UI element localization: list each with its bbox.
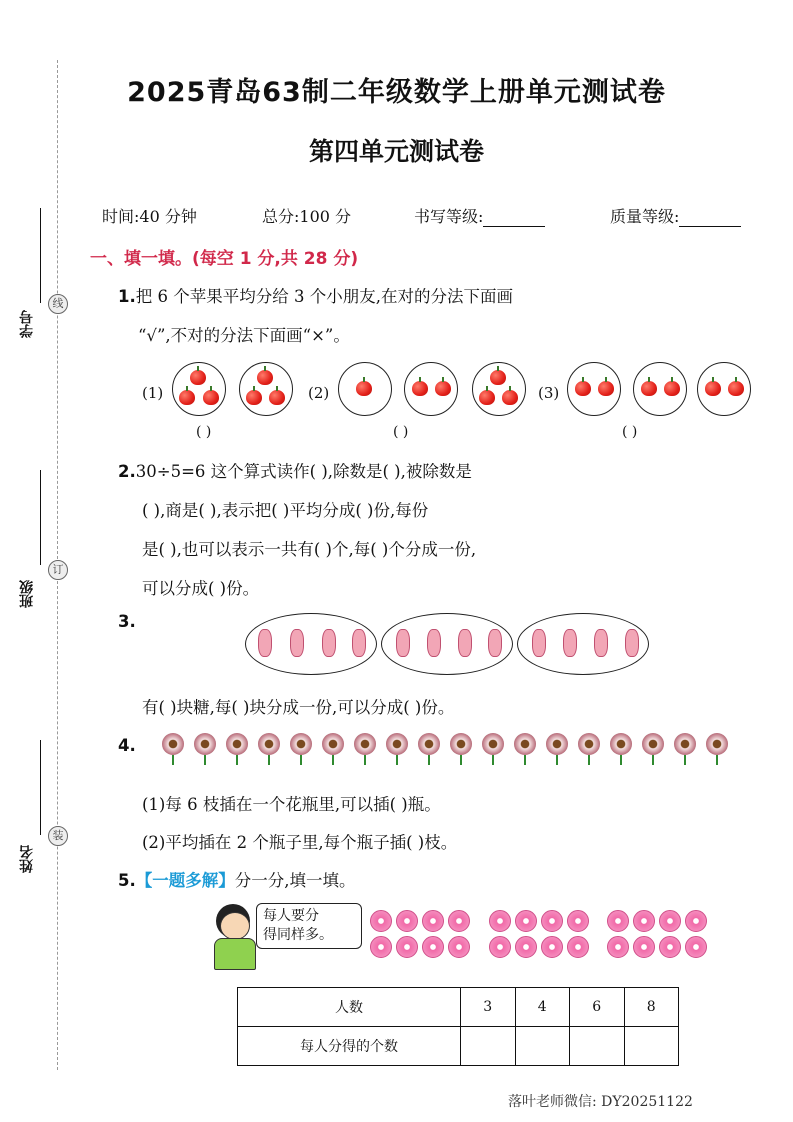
- q3-number-text: 3.: [118, 612, 136, 631]
- q2-line3: 是( ),也可以表示一共有( )个,每( )个分成一份,: [142, 540, 477, 559]
- blossom-icon: [422, 936, 444, 958]
- info-total: 总分:100 分: [262, 207, 352, 226]
- q1-text1: 把 6 个苹果平均分给 3 个小朋友,在对的分法下面画: [135, 287, 513, 306]
- q4-number-text: 4.: [118, 736, 136, 755]
- blossom-icon: [422, 910, 444, 932]
- info-time: 时间:40 分钟: [102, 207, 197, 226]
- apple-icon: [435, 381, 451, 396]
- apple-icon: [598, 381, 614, 396]
- seal-zhuang: 装: [48, 826, 68, 846]
- flower-icon: [418, 733, 440, 755]
- q1-option3-label: (3): [538, 384, 560, 402]
- answer-cell[interactable]: [570, 1027, 625, 1066]
- apple-icon: [575, 381, 591, 396]
- q2-line1: [118, 458, 472, 482]
- stem: [268, 755, 270, 765]
- blossom-icon: [685, 910, 707, 932]
- blossom-icon: [633, 910, 655, 932]
- name-line: [40, 740, 41, 835]
- stem: [652, 755, 654, 765]
- blossom-icon: [489, 936, 511, 958]
- answer-cell[interactable]: [461, 1027, 516, 1066]
- stem: [236, 755, 238, 765]
- row-head-each: 每人分得的个数: [238, 1027, 461, 1066]
- candy-icon: [396, 629, 410, 657]
- writing-label: 书写等级:: [414, 207, 484, 226]
- seal-line: 线: [48, 294, 68, 314]
- class-label: 班级: [19, 580, 35, 608]
- answer-cell[interactable]: [515, 1027, 570, 1066]
- flower-icon: [514, 733, 536, 755]
- bubble-line2: 得同样多。: [263, 927, 333, 943]
- flower-icon: [290, 733, 312, 755]
- blossom-icon: [515, 936, 537, 958]
- seal-ding: 订: [48, 560, 68, 580]
- q4-sub2: (2)平均插在 2 个瓶子里,每个瓶子插( )枝。: [142, 833, 458, 852]
- flower-icon: [674, 733, 696, 755]
- blossom-icon: [567, 936, 589, 958]
- stem: [716, 755, 718, 765]
- table-row: [238, 988, 679, 1027]
- q1-number: 1.: [118, 287, 136, 306]
- apple-icon: [705, 381, 721, 396]
- stem: [172, 755, 174, 765]
- q5-table: [237, 987, 679, 1066]
- stem: [300, 755, 302, 765]
- blossom-icon: [370, 936, 392, 958]
- q4-number: [118, 736, 136, 755]
- q2-text1: 30÷5=6 这个算式读作( ),除数是( ),被除数是: [135, 462, 472, 481]
- page-title: 2025青岛63制二年级数学上册单元测试卷: [127, 77, 666, 108]
- blossom-group-1: [370, 910, 480, 962]
- stem: [460, 755, 462, 765]
- flower-icon: [226, 733, 248, 755]
- q5-text: 分一分,填一填。: [234, 871, 356, 890]
- blossom-icon: [515, 910, 537, 932]
- name-label: 姓名: [19, 845, 35, 873]
- apple-icon: [246, 390, 262, 405]
- info-writing: [414, 204, 545, 227]
- candy-icon: [458, 629, 472, 657]
- table-row: [238, 1027, 679, 1066]
- apple-icon: [664, 381, 680, 396]
- q2-line2: ( ),商是( ),表示把( )平均分成( )份,每份: [142, 501, 429, 520]
- candy-icon: [488, 629, 502, 657]
- bubble-line1: 每人要分: [263, 908, 319, 924]
- apple-icon: [728, 381, 744, 396]
- q1-line2: “√”,不对的分法下面画“×”。: [138, 326, 350, 345]
- flower-icon: [546, 733, 568, 755]
- q1-line1: [118, 283, 513, 307]
- q4-sub1: (1)每 6 枝插在一个花瓶里,可以插( )瓶。: [142, 795, 441, 814]
- blossom-icon: [685, 936, 707, 958]
- boy-illustration: [212, 904, 256, 970]
- flower-icon: [642, 733, 664, 755]
- stem: [556, 755, 558, 765]
- apple-icon: [190, 370, 206, 385]
- blossom-group-2: [489, 910, 599, 962]
- blossom-icon: [396, 936, 418, 958]
- q2-line4: 可以分成( )份。: [142, 579, 260, 598]
- flower-icon: [162, 733, 184, 755]
- stem: [364, 755, 366, 765]
- stem: [396, 755, 398, 765]
- flower-icon: [450, 733, 472, 755]
- flower-icon: [482, 733, 504, 755]
- q1-answer-3[interactable]: ( ): [622, 424, 638, 440]
- q3-line: 有( )块糖,每( )块分成一份,可以分成( )份。: [142, 698, 455, 717]
- q1-option2-label: (2): [308, 384, 330, 402]
- blossom-icon: [607, 936, 629, 958]
- flower-icon: [610, 733, 632, 755]
- student-id-line: [40, 208, 41, 303]
- blossom-group-3: [607, 910, 717, 962]
- apple-icon: [502, 390, 518, 405]
- page-subtitle: 第四单元测试卷: [308, 137, 484, 166]
- speech-bubble: [256, 903, 362, 949]
- flower-icon: [258, 733, 280, 755]
- candy-icon: [625, 629, 639, 657]
- flower-icon: [578, 733, 600, 755]
- q1-answer-2[interactable]: ( ): [393, 424, 409, 440]
- class-line: [40, 470, 41, 565]
- stem: [620, 755, 622, 765]
- candy-icon: [532, 629, 546, 657]
- quality-label: 质量等级:: [610, 207, 680, 226]
- blossom-icon: [448, 910, 470, 932]
- apple-icon: [257, 370, 273, 385]
- blossom-icon: [370, 910, 392, 932]
- stem: [428, 755, 430, 765]
- stem: [332, 755, 334, 765]
- stem: [204, 755, 206, 765]
- blossom-icon: [659, 936, 681, 958]
- stem: [588, 755, 590, 765]
- stem: [524, 755, 526, 765]
- flower-icon: [322, 733, 344, 755]
- blossom-icon: [541, 910, 563, 932]
- apple-icon: [356, 381, 372, 396]
- apple-icon: [641, 381, 657, 396]
- candy-icon: [322, 629, 336, 657]
- q3-number: [118, 612, 136, 631]
- q5-line: [118, 867, 356, 891]
- blossom-icon: [396, 910, 418, 932]
- stem: [492, 755, 494, 765]
- row-head-people: 人数: [238, 988, 461, 1027]
- blossom-icon: [541, 936, 563, 958]
- blossom-icon: [607, 910, 629, 932]
- stem: [684, 755, 686, 765]
- flower-icon: [194, 733, 216, 755]
- q5-tag: 【一题多解】: [135, 871, 235, 890]
- apple-icon: [412, 381, 428, 396]
- answer-cell[interactable]: [624, 1027, 679, 1066]
- section-heading: 一、填一填。(每空 1 分,共 28 分): [90, 249, 359, 269]
- candy-icon: [563, 629, 577, 657]
- flower-icon: [706, 733, 728, 755]
- candy-icon: [290, 629, 304, 657]
- people-cell: 4: [515, 988, 570, 1027]
- blossom-icon: [489, 910, 511, 932]
- q2-number: 2.: [118, 462, 136, 481]
- candy-icon: [258, 629, 272, 657]
- apple-icon: [479, 390, 495, 405]
- blossom-icon: [659, 910, 681, 932]
- flower-icon: [386, 733, 408, 755]
- blossom-icon: [567, 910, 589, 932]
- people-cell: 8: [624, 988, 679, 1027]
- q1-option1-label: (1): [142, 384, 164, 402]
- apple-icon: [490, 370, 506, 385]
- flower-icon: [354, 733, 376, 755]
- people-cell: 6: [570, 988, 625, 1027]
- info-quality: [610, 204, 741, 227]
- q5-number: 5.: [118, 871, 136, 890]
- apple-icon: [203, 390, 219, 405]
- blossom-icon: [633, 936, 655, 958]
- footer-contact: 落叶老师微信: DY20251122: [508, 1094, 693, 1110]
- candy-icon: [594, 629, 608, 657]
- flower-row: [162, 733, 742, 773]
- student-id-label: 学号: [19, 310, 35, 338]
- people-cell: 3: [461, 988, 516, 1027]
- candy-icon: [427, 629, 441, 657]
- apple-icon: [269, 390, 285, 405]
- apple-icon: [179, 390, 195, 405]
- writing-blank[interactable]: [483, 210, 545, 227]
- candy-icon: [352, 629, 366, 657]
- blossom-icon: [448, 936, 470, 958]
- q1-answer-1[interactable]: ( ): [196, 424, 212, 440]
- quality-blank[interactable]: [679, 210, 741, 227]
